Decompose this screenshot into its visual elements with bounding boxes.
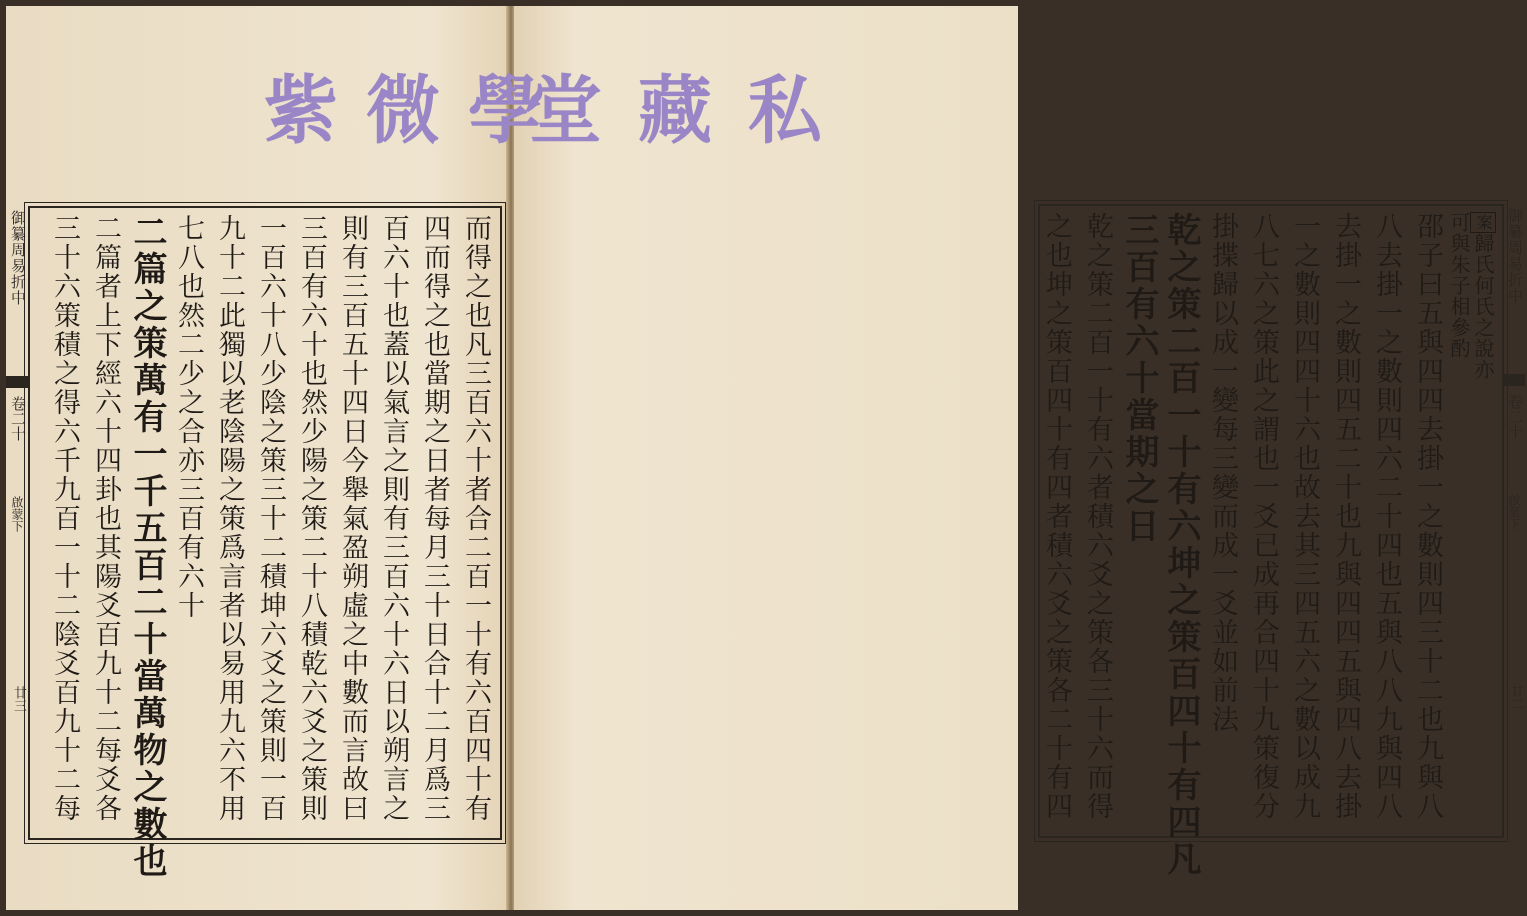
text-column (1118, 212, 1160, 832)
fish-tail-mark (1503, 374, 1525, 386)
text-column (1077, 212, 1118, 832)
collector-seal-left: 紫微學 (264, 68, 570, 154)
text-column (1202, 212, 1243, 832)
column-text: 而得之也凡三百六十者合二百一十有六百四十有 (460, 214, 491, 823)
column-text: 乾之策二百一十有六坤之策百四十有四凡 (1161, 212, 1201, 878)
right-text-block (1041, 212, 1496, 878)
right-margin-page-number: 廿二 (1508, 684, 1523, 710)
column-text: 歸氏何氏之說亦 (1471, 233, 1495, 380)
column-text: 一之數則四四十六也故去其三四五六之數以成九 (1289, 212, 1320, 821)
text-column (1284, 212, 1325, 832)
left-margin-strip (6, 206, 29, 838)
column-text: 三十六策積之得六千九百一十二陰爻百九十二每 (49, 214, 80, 823)
commentary-tag: 案 (1470, 212, 1496, 233)
text-column (414, 214, 455, 834)
text-column (1448, 212, 1470, 832)
column-text: 四而得之也當期之日者每月三十日合十二月爲三 (419, 214, 450, 823)
left-margin-volume: 卷二十 (9, 396, 27, 441)
column-text: 可與朱子相參酌 (1447, 212, 1471, 359)
text-column (209, 214, 250, 834)
left-text-block (38, 214, 496, 880)
text-column (1366, 212, 1407, 832)
text-column (168, 214, 209, 834)
column-text: 之也坤之策百四十有四者積六爻之策各二十有四 (1041, 212, 1072, 821)
column-text: 二篇者上下經六十四卦也其陽爻百九十二每爻各 (90, 214, 121, 823)
text-column (1325, 212, 1366, 832)
right-margin-title: 御纂周易折中 (1506, 208, 1524, 304)
left-margin-page-number: 廿三 (11, 686, 26, 712)
text-column (373, 214, 414, 834)
text-column (85, 214, 126, 834)
text-column (44, 214, 85, 834)
column-text: 七八也然二少之合亦三百有六十 (173, 214, 204, 620)
text-column (291, 214, 332, 834)
text-column (250, 214, 291, 834)
text-column (1160, 212, 1202, 878)
right-margin-section: 啟蒙下 (1507, 494, 1521, 530)
column-text: 邵子曰五與四四去掛一之數則四三十二也九與八 (1412, 212, 1443, 821)
column-text: 去掛一之數則四五二十也九與四四五與四八去掛 (1330, 212, 1361, 821)
column-text: 百六十也蓋以氣言之則有三百六十六日以朔言之 (378, 214, 409, 823)
column-text: 八去掛一之數則四六二十四也五與八八九與四八 (1371, 212, 1402, 821)
fish-tail-mark (6, 376, 28, 388)
text-column (1036, 212, 1077, 832)
text-column (1470, 212, 1496, 832)
column-text: 掛揲歸以成一變每三變而成一爻並如前法 (1207, 212, 1238, 734)
text-column (455, 214, 496, 834)
column-text: 九十二此獨以老陰陽之策爲言者以易用九六不用 (214, 214, 245, 823)
book-spread (6, 6, 1524, 910)
text-column (1243, 212, 1284, 832)
column-text: 八七六之策此之謂也一爻已成再合四十九策復分 (1248, 212, 1279, 821)
column-text: 三百有六十當期之日 (1119, 212, 1159, 545)
collector-seal-right: 堂藏私 (528, 68, 858, 154)
text-column (1407, 212, 1448, 832)
column-text: 三百有六十也然少陽之策二十八積乾六爻之策則 (296, 214, 327, 823)
right-margin-strip (1502, 204, 1527, 836)
text-column (332, 214, 373, 834)
left-margin-section: 啟蒙下 (10, 496, 24, 532)
text-column (126, 214, 168, 880)
right-margin-volume: 卷二十 (1506, 394, 1524, 439)
left-margin-title: 御纂周易折中 (9, 210, 27, 306)
column-text: 一百六十八少陰之策三十二積坤六爻之策則一百 (255, 214, 286, 823)
column-text: 二篇之策萬有一千五百二十當萬物之數也 (127, 214, 167, 880)
column-text: 乾之策二百一十有六者積六爻之策各三十六而得 (1082, 212, 1113, 821)
column-text: 則有三百五十四日今舉氣盈朔虛之中數而言故曰 (337, 214, 368, 823)
